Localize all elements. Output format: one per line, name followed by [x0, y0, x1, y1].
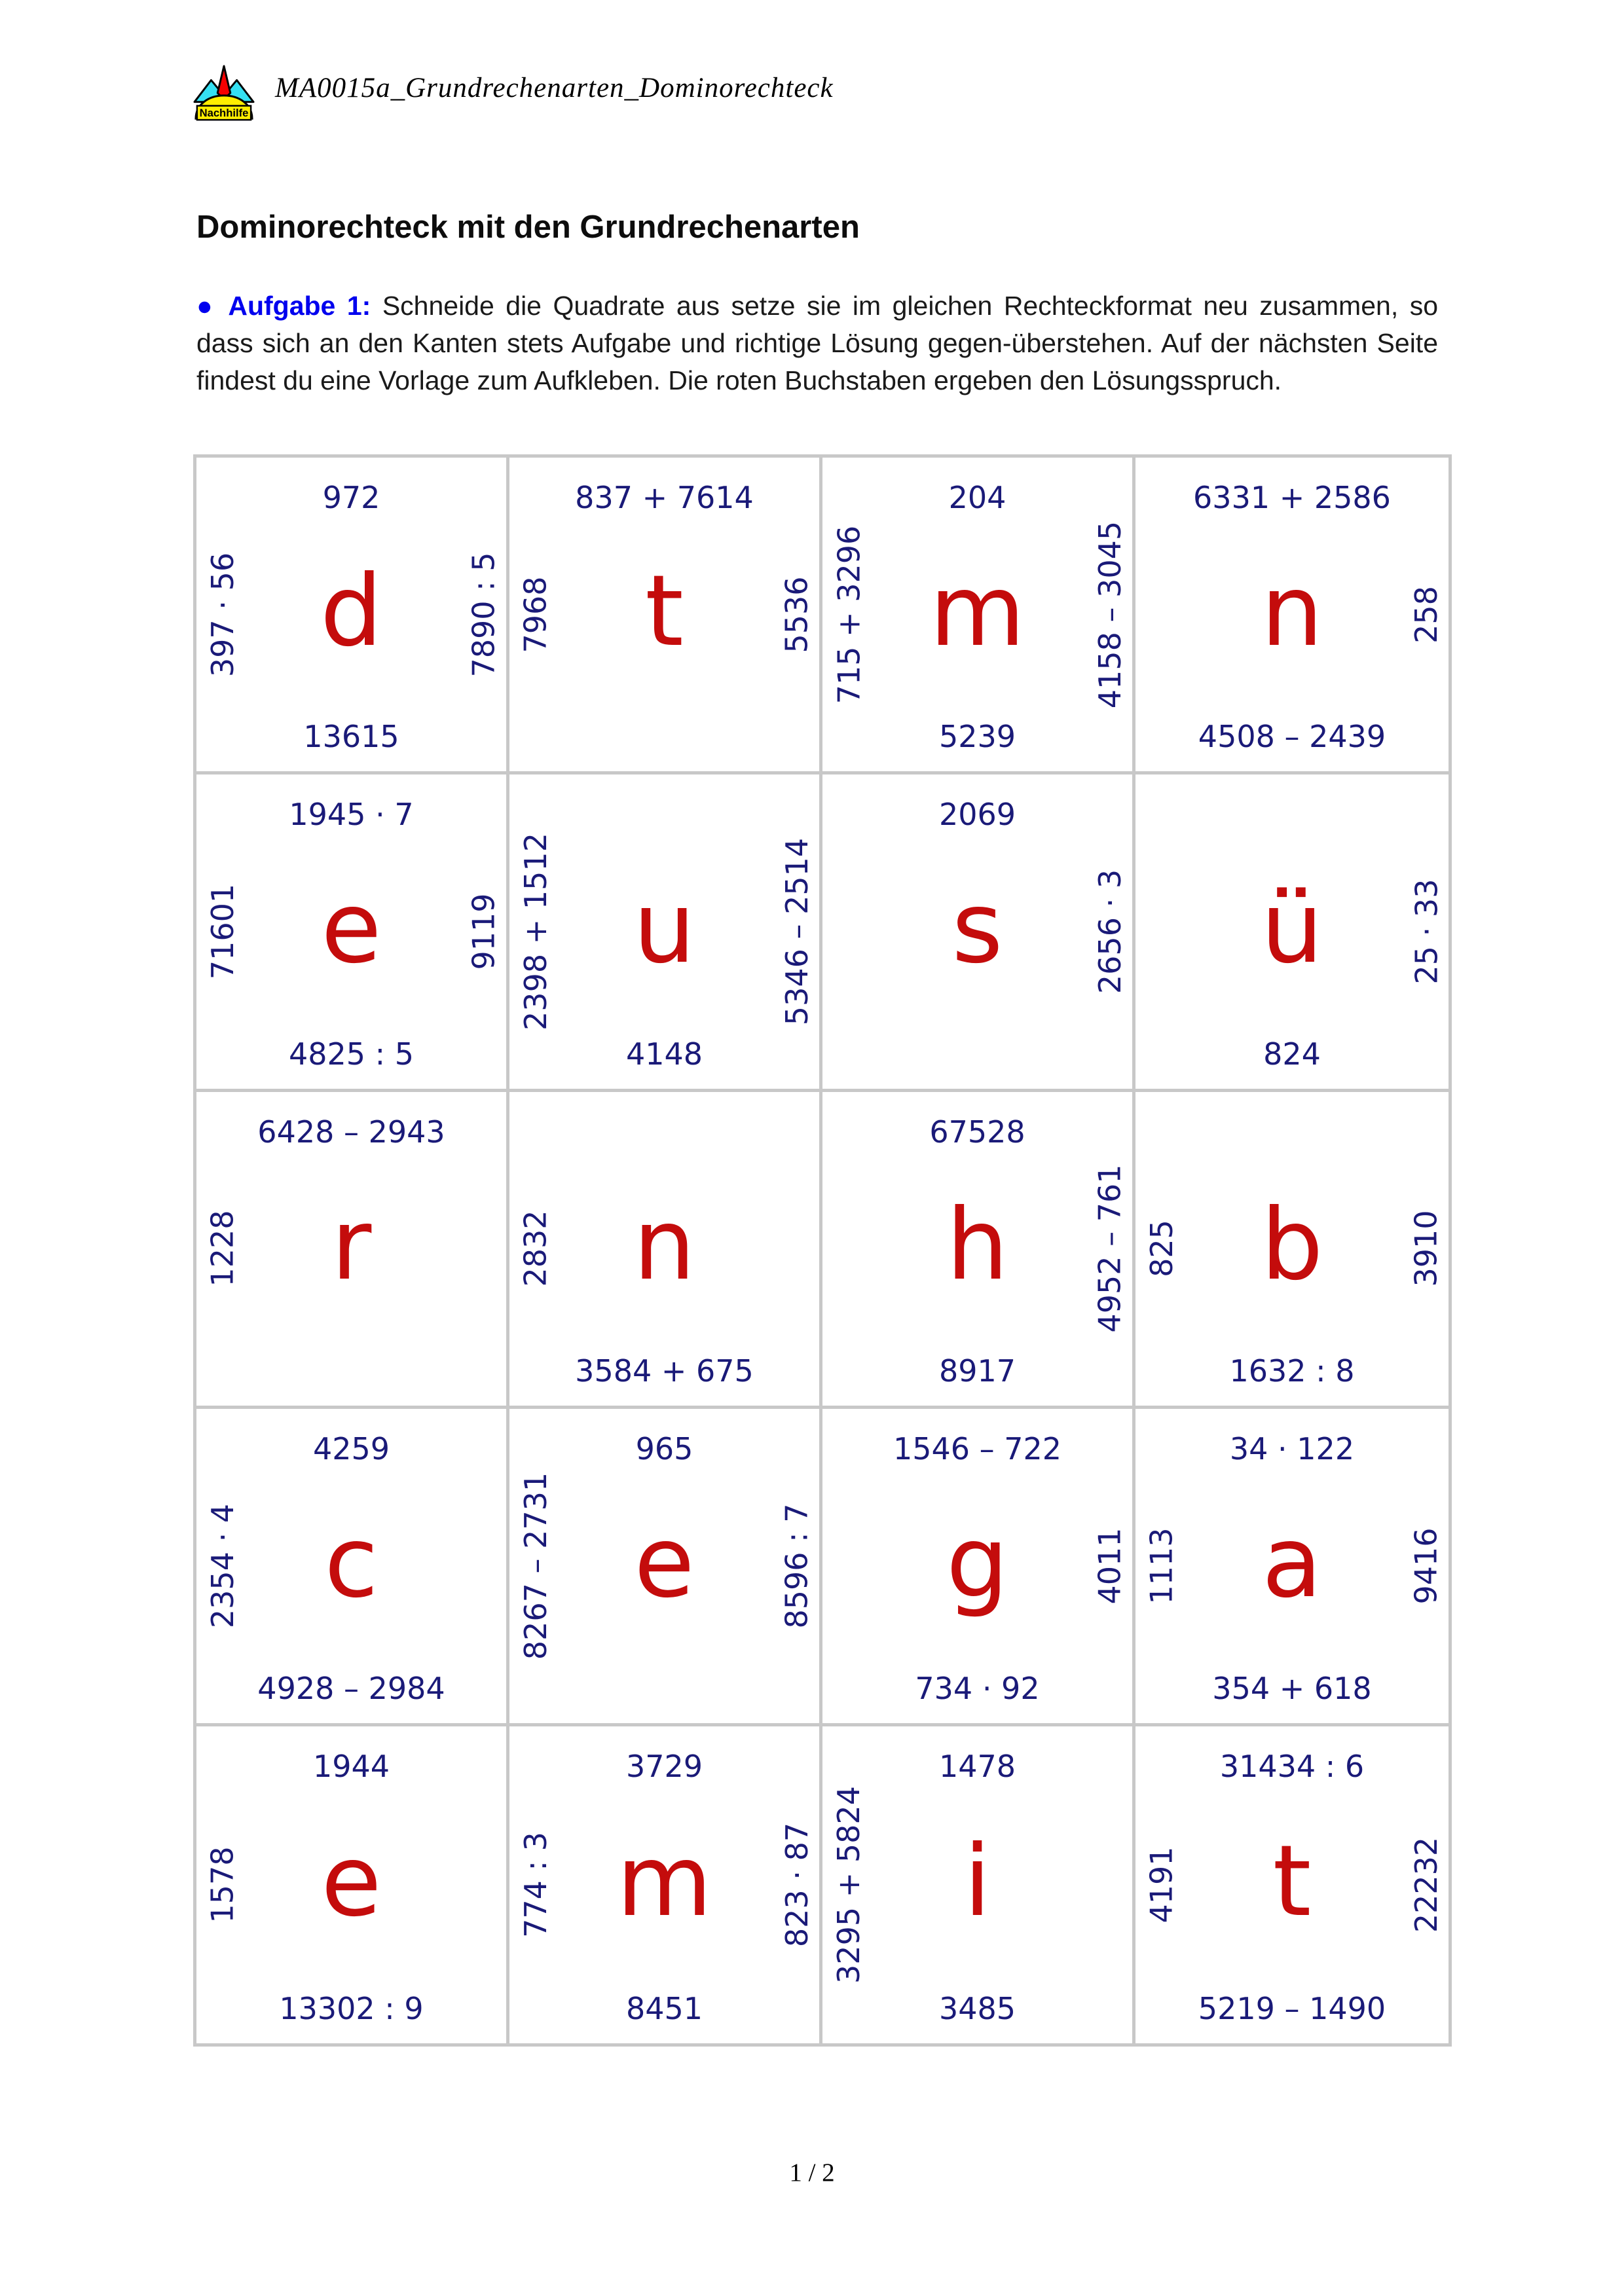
domino-cell: [1135, 1726, 1449, 2043]
cell-edge-bottom: 8451: [625, 1990, 703, 2026]
cell-letter: a: [1262, 1505, 1322, 1620]
cell-edge-right: 4952 – 761: [1092, 1164, 1128, 1334]
cell-letter: d: [320, 554, 383, 668]
cell-edge-right: 4158 – 3045: [1092, 520, 1128, 708]
domino-cell: [1135, 1409, 1449, 1726]
cell-letter: m: [616, 1824, 712, 1939]
cell-edge-left: 4191: [1144, 1846, 1180, 1923]
domino-cell: [509, 1409, 822, 1726]
cell-edge-bottom: 4508 – 2439: [1198, 719, 1386, 755]
cell-edge-right: 8596 : 7: [779, 1503, 815, 1629]
cell-letter: c: [324, 1505, 378, 1620]
cell-edge-left: 1578: [205, 1846, 241, 1923]
cell-edge-top: 1945 · 7: [289, 797, 414, 833]
cell-letter: u: [633, 871, 696, 986]
cell-edge-left: 397 · 56: [205, 552, 241, 677]
cell-edge-bottom: 4928 – 2984: [257, 1670, 445, 1706]
cell-edge-top: 3729: [625, 1748, 703, 1784]
domino-cell: [196, 774, 509, 1091]
domino-cell: [822, 458, 1135, 774]
domino-cell: [509, 458, 822, 774]
cell-letter: e: [634, 1505, 695, 1620]
cell-edge-left: 8267 – 2731: [518, 1472, 554, 1660]
cell-edge-left: 71601: [205, 883, 240, 980]
domino-cell: [196, 1409, 509, 1726]
task-text: Schneide die Quadrate aus setze sie im gleichen Rechteckformat neu zusammen, so dass sich an den Kanten stets Aufgabe und richtige Lösung gegen-überstehen. Auf der nächsten Seite findest du eine Vorlage zum Aufkleben. Die roten Buchstaben ergeben den Lösungsspruch.: [196, 291, 1438, 395]
cell-edge-right: 258: [1409, 585, 1444, 644]
cell-letter: m: [929, 554, 1025, 668]
task-bullet: ●: [196, 291, 217, 321]
domino-cell: [509, 774, 822, 1091]
cell-edge-bottom: 13615: [303, 719, 399, 755]
cell-edge-left: 2354 · 4: [205, 1503, 241, 1628]
cell-edge-bottom: 5219 – 1490: [1198, 1990, 1386, 2026]
cell-edge-right: 2656 · 3: [1092, 869, 1128, 994]
domino-cell: [822, 1726, 1135, 2043]
cell-letter: n: [633, 1188, 696, 1303]
cell-letter: g: [946, 1505, 1009, 1620]
cell-edge-top: 1478: [938, 1748, 1016, 1784]
page-title: Dominorechteck mit den Grundrechenarten: [196, 209, 860, 245]
cell-edge-left: 7968: [518, 576, 554, 653]
cell-edge-right: 3910: [1409, 1210, 1445, 1288]
cell-edge-bottom: 824: [1263, 1036, 1321, 1072]
cell-edge-right: 9119: [466, 893, 502, 970]
cell-edge-left: 1228: [205, 1210, 241, 1288]
cell-edge-left: 1113: [1144, 1527, 1180, 1605]
domino-cell: [509, 1092, 822, 1409]
domino-cell: [1135, 1092, 1449, 1409]
nachhilfe-logo: [192, 62, 256, 122]
cell-edge-bottom: 354 + 618: [1212, 1670, 1372, 1706]
cell-edge-bottom: 734 · 92: [915, 1670, 1040, 1706]
cell-letter: ü: [1261, 871, 1323, 986]
cell-edge-top: 34 · 122: [1229, 1431, 1355, 1467]
cell-letter: h: [946, 1188, 1009, 1303]
cell-edge-left: 3295 + 5824: [831, 1785, 867, 1984]
cell-edge-top: 965: [635, 1431, 693, 1467]
domino-cell: [196, 1726, 509, 2043]
cell-edge-right: [464, 1092, 504, 1406]
cell-edge-right: 5346 – 2514: [779, 837, 815, 1026]
cell-edge-bottom: 1632 : 8: [1229, 1353, 1355, 1389]
cell-letter: i: [963, 1824, 991, 1939]
domino-cell: [1135, 458, 1449, 774]
logo-label: Nachhilfe: [199, 107, 249, 120]
cell-letter: b: [1261, 1188, 1323, 1303]
cell-edge-left: 825: [1144, 1220, 1179, 1278]
cell-edge-right: 22232: [1409, 1836, 1444, 1933]
cell-edge-bottom: 4825 : 5: [288, 1036, 415, 1072]
cell-letter: s: [951, 871, 1003, 986]
cell-edge-top: 6428 – 2943: [257, 1114, 445, 1150]
cell-letter: e: [321, 871, 382, 986]
task-paragraph: [196, 287, 1438, 399]
domino-cell: [196, 1092, 509, 1409]
domino-cell: [196, 458, 509, 774]
cell-edge-bottom: 8917: [938, 1353, 1016, 1389]
cell-edge-bottom: 5239: [938, 719, 1016, 755]
cell-edge-right: 7890 : 5: [466, 552, 502, 678]
cell-edge-left: 715 + 3296: [831, 525, 866, 704]
cell-edge-top: 6331 + 2586: [1193, 480, 1391, 515]
cell-letter: t: [645, 554, 684, 668]
cell-letter: r: [331, 1188, 372, 1303]
cell-letter: n: [1261, 554, 1323, 668]
domino-cell: [822, 1092, 1135, 1409]
cell-edge-top: 2069: [938, 797, 1016, 833]
cell-edge-top: 204: [948, 480, 1006, 515]
cell-edge-top: 4259: [312, 1431, 390, 1467]
cell-edge-top: 31434 : 6: [1219, 1748, 1365, 1784]
cell-edge-top: 1546 – 722: [893, 1431, 1062, 1467]
page-number: 1 / 2: [789, 2159, 835, 2187]
cell-edge-bottom: 13302 : 9: [279, 1990, 424, 2026]
domino-grid: [193, 454, 1452, 2047]
domino-cell: [509, 1726, 822, 2043]
cell-edge-top: 837 + 7614: [575, 480, 754, 515]
cell-edge-top: 67528: [929, 1114, 1025, 1150]
document-filename: MA0015a_Grundrechenarten_Dominorechteck: [275, 73, 834, 103]
cell-edge-bottom: 3584 + 675: [575, 1353, 754, 1389]
cell-edge-bottom: 3485: [938, 1990, 1016, 2026]
cell-edge-right: 823 · 87: [779, 1822, 815, 1947]
task-label: [196, 291, 371, 321]
cell-edge-top: 972: [322, 480, 380, 515]
cell-letter: e: [321, 1824, 382, 1939]
domino-cell: [1135, 774, 1449, 1091]
cell-edge-right: 4011: [1092, 1527, 1128, 1605]
cell-edge-left: 2832: [518, 1210, 554, 1288]
cell-edge-right: 5536: [779, 576, 815, 653]
cell-edge-right: 25 · 33: [1409, 879, 1444, 985]
cell-edge-left: 2398 + 1512: [518, 833, 554, 1031]
flame-icon: [217, 66, 231, 100]
cell-edge-left: 774 : 3: [518, 1831, 553, 1938]
cell-edge-right: 9416: [1409, 1527, 1445, 1605]
domino-cell: [822, 774, 1135, 1091]
domino-cell: [822, 1409, 1135, 1726]
task-label-text: Aufgabe 1:: [228, 291, 371, 321]
cell-letter: t: [1272, 1824, 1312, 1939]
cell-edge-bottom: 4148: [625, 1036, 703, 1072]
cell-edge-top: 1944: [312, 1748, 390, 1784]
